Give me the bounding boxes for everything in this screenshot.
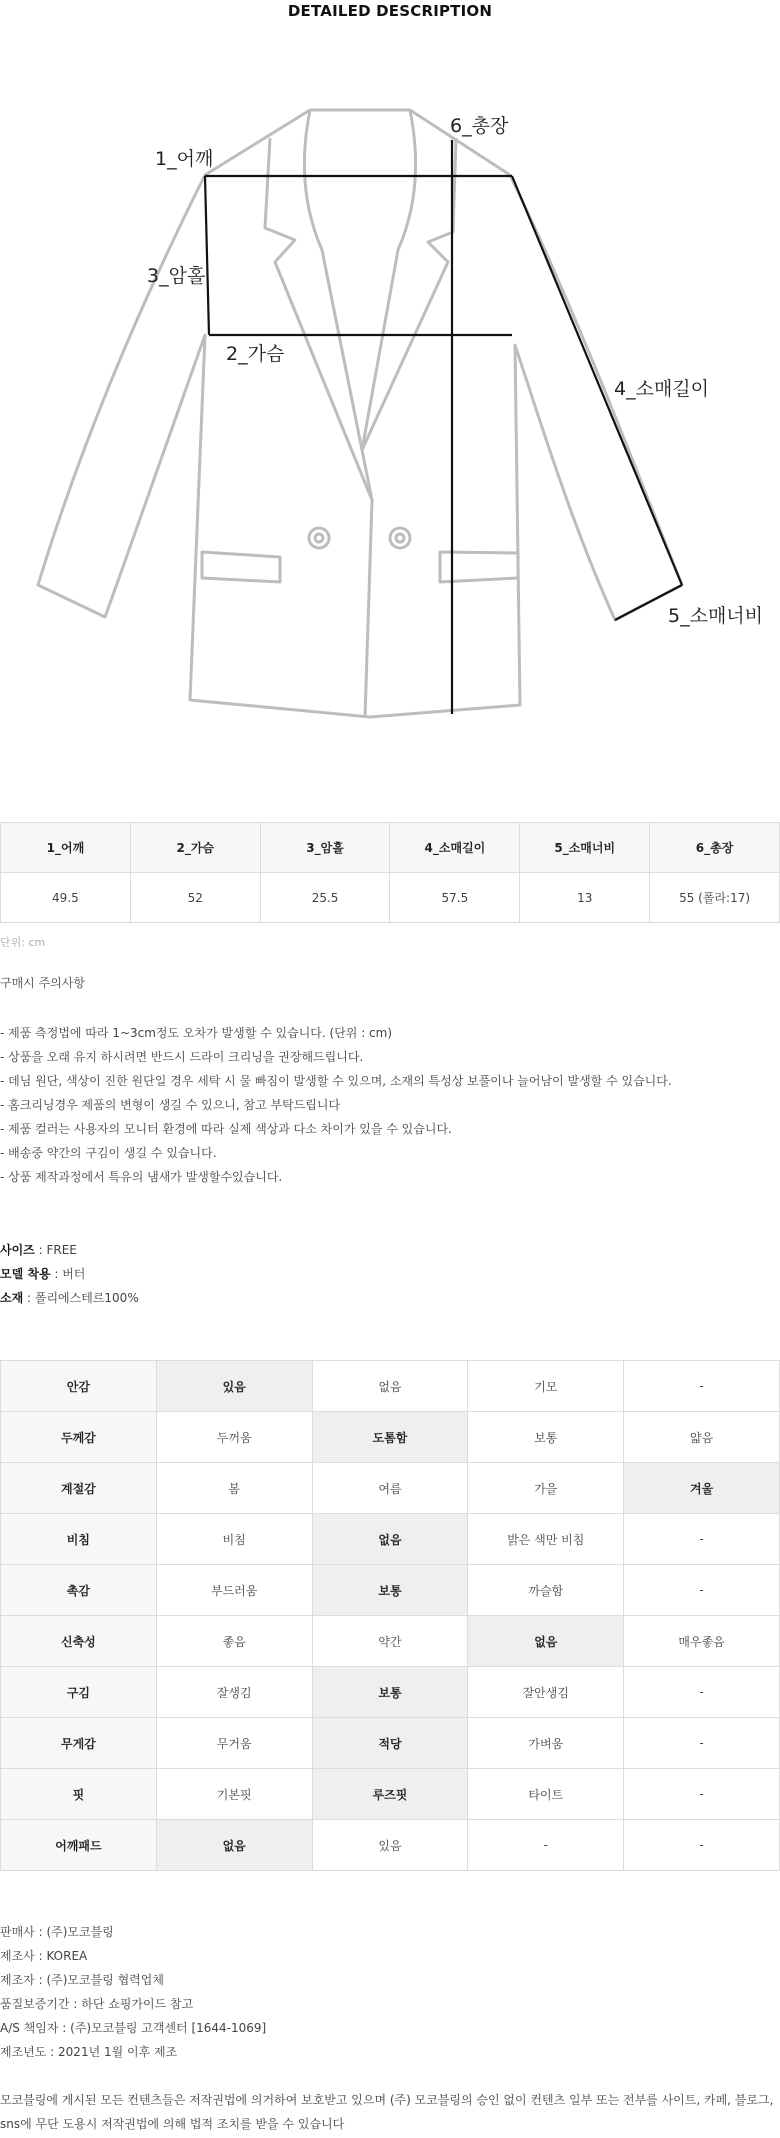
size-header-cell: 1_어깨 bbox=[1, 823, 131, 873]
attribute-name: 계절감 bbox=[1, 1463, 157, 1514]
attribute-option-selected: 없음 bbox=[156, 1820, 312, 1871]
attribute-name: 구김 bbox=[1, 1667, 157, 1718]
attribute-option: - bbox=[624, 1667, 780, 1718]
label-armhole: 3_암홀 bbox=[147, 265, 206, 287]
page-title: DETAILED DESCRIPTION bbox=[287, 2, 493, 20]
jacket-measurement-diagram bbox=[0, 60, 780, 800]
spec-model-value: : 버터 bbox=[50, 1267, 86, 1281]
attribute-option: 여름 bbox=[312, 1463, 468, 1514]
attribute-option-selected: 보통 bbox=[312, 1565, 468, 1616]
spec-model bbox=[0, 1265, 85, 1282]
caution-note: - 제품 측정법에 따라 1~3cm정도 오차가 발생할 수 있습니다. (단위 : cm) bbox=[0, 1026, 393, 1040]
size-value-cell: 57.5 bbox=[390, 873, 520, 923]
attribute-name: 안감 bbox=[1, 1361, 157, 1412]
attribute-option: - bbox=[468, 1820, 624, 1871]
measurement-lines bbox=[205, 140, 682, 714]
spec-material bbox=[0, 1289, 139, 1306]
info-line: 판매사 : (주)모코블링 bbox=[0, 1925, 114, 1939]
label-sleeve-length: 4_소매길이 bbox=[614, 378, 710, 400]
attribute-option-selected: 없음 bbox=[468, 1616, 624, 1667]
size-value-cell: 55 (폴라:17) bbox=[650, 873, 780, 923]
attribute-name: 두께감 bbox=[1, 1412, 157, 1463]
attribute-row bbox=[1, 1718, 780, 1769]
attribute-row bbox=[1, 1820, 780, 1871]
attribute-option: 얇음 bbox=[624, 1412, 780, 1463]
attribute-option: 기모 bbox=[468, 1361, 624, 1412]
size-header-cell: 4_소매길이 bbox=[390, 823, 520, 873]
spec-size-value: : FREE bbox=[34, 1243, 77, 1257]
attribute-option: - bbox=[624, 1514, 780, 1565]
jacket-outline bbox=[38, 110, 682, 717]
size-value-cell: 49.5 bbox=[1, 873, 131, 923]
attribute-row bbox=[1, 1769, 780, 1820]
attribute-row bbox=[1, 1361, 780, 1412]
size-table-header-row bbox=[1, 823, 780, 873]
attribute-option: - bbox=[624, 1820, 780, 1871]
attribute-option: 기본핏 bbox=[156, 1769, 312, 1820]
size-table-value-row bbox=[1, 873, 780, 923]
attribute-option: 잘안생김 bbox=[468, 1667, 624, 1718]
attribute-name: 신축성 bbox=[1, 1616, 157, 1667]
spec-model-label: 모델 착용 bbox=[0, 1267, 51, 1281]
caution-title: 구매시 주의사항 bbox=[0, 976, 85, 990]
info-line: A/S 책임자 : (주)모코블링 고객센터 [1644-1069] bbox=[0, 2021, 267, 2035]
attribute-option-selected: 겨울 bbox=[624, 1463, 780, 1514]
attribute-table bbox=[0, 1360, 780, 1871]
size-header-cell: 2_가슴 bbox=[130, 823, 260, 873]
attribute-option: - bbox=[624, 1565, 780, 1616]
attribute-option: 밝은 색만 비침 bbox=[468, 1514, 624, 1565]
attribute-option: 매우좋음 bbox=[624, 1616, 780, 1667]
spec-material-value: : 폴리에스테르100% bbox=[23, 1291, 139, 1305]
attribute-option: 잘생김 bbox=[156, 1667, 312, 1718]
attribute-row bbox=[1, 1514, 780, 1565]
size-header-cell: 3_암홀 bbox=[260, 823, 390, 873]
spec-material-label: 소재 bbox=[0, 1291, 24, 1305]
caution-note: - 상품 제작과정에서 특유의 냄새가 발생할수있습니다. bbox=[0, 1170, 283, 1184]
attribute-name: 어깨패드 bbox=[1, 1820, 157, 1871]
label-shoulder: 1_어깨 bbox=[155, 148, 214, 170]
attribute-option: 가벼움 bbox=[468, 1718, 624, 1769]
caution-notes bbox=[0, 1021, 672, 1189]
attribute-option: 비침 bbox=[156, 1514, 312, 1565]
attribute-row bbox=[1, 1667, 780, 1718]
attribute-name: 비침 bbox=[1, 1514, 157, 1565]
info-line: 품질보증기간 : 하단 쇼핑가이드 참고 bbox=[0, 1997, 194, 2011]
attribute-option: 가을 bbox=[468, 1463, 624, 1514]
attribute-option-selected: 도톰함 bbox=[312, 1412, 468, 1463]
size-value-cell: 13 bbox=[520, 873, 650, 923]
attribute-option: - bbox=[624, 1361, 780, 1412]
attribute-option: 무거움 bbox=[156, 1718, 312, 1769]
info-line: 제조년도 : 2021년 1월 이후 제조 bbox=[0, 2045, 178, 2059]
caution-note: - 배송중 약간의 구김이 생길 수 있습니다. bbox=[0, 1146, 217, 1160]
spec-size-label: 사이즈 bbox=[0, 1243, 35, 1257]
attribute-row bbox=[1, 1616, 780, 1667]
attribute-option: 보통 bbox=[468, 1412, 624, 1463]
copyright-notice: 모코블링에 게시된 모든 컨텐츠들은 저작권법에 의거하여 보호받고 있으며 (주) 모코블링의 승인 없이 컨텐츠 일부 또는 전부를 사이트, 카페, 블로그, sns에 무단 도용시 저작권법에 의해 법적 조치를 받을 수 있습니다 bbox=[0, 2093, 774, 2131]
attribute-option: 좋음 bbox=[156, 1616, 312, 1667]
armhole-line bbox=[205, 176, 209, 335]
attribute-name: 핏 bbox=[1, 1769, 157, 1820]
attribute-option: 없음 bbox=[312, 1361, 468, 1412]
product-info bbox=[0, 1920, 266, 2064]
attribute-name: 무게감 bbox=[1, 1718, 157, 1769]
attribute-option-selected: 루즈핏 bbox=[312, 1769, 468, 1820]
label-chest: 2_가슴 bbox=[226, 343, 285, 365]
attribute-option-selected: 적당 bbox=[312, 1718, 468, 1769]
attribute-row bbox=[1, 1463, 780, 1514]
attribute-option: 두꺼움 bbox=[156, 1412, 312, 1463]
info-line: 제조자 : (주)모코블링 협력업체 bbox=[0, 1973, 164, 1987]
caution-note: - 제품 컬러는 사용자의 모니터 환경에 따라 실제 색상과 다소 차이가 있을 수 있습니다. bbox=[0, 1122, 452, 1136]
attribute-option: 부드러움 bbox=[156, 1565, 312, 1616]
caution-note: - 상품을 오래 유지 하시려면 반드시 드라이 크리닝을 권장해드립니다. bbox=[0, 1050, 364, 1064]
size-value-cell: 52 bbox=[130, 873, 260, 923]
caution-note: - 홈크리닝경우 제품의 변형이 생길 수 있으니, 참고 부탁드립니다 bbox=[0, 1098, 341, 1112]
attribute-option: 타이트 bbox=[468, 1769, 624, 1820]
label-total-length: 6_총장 bbox=[450, 115, 509, 137]
attribute-option-selected: 보통 bbox=[312, 1667, 468, 1718]
attribute-option-selected: 없음 bbox=[312, 1514, 468, 1565]
attribute-row bbox=[1, 1565, 780, 1616]
attribute-option: - bbox=[624, 1718, 780, 1769]
attribute-name: 촉감 bbox=[1, 1565, 157, 1616]
unit-label: 단위: cm bbox=[0, 936, 46, 949]
size-header-cell: 6_총장 bbox=[650, 823, 780, 873]
attribute-option: 약간 bbox=[312, 1616, 468, 1667]
attribute-option: 있음 bbox=[312, 1820, 468, 1871]
size-header-cell: 5_소매너비 bbox=[520, 823, 650, 873]
spec-size bbox=[0, 1241, 77, 1258]
attribute-option: - bbox=[624, 1769, 780, 1820]
size-table bbox=[0, 822, 780, 923]
info-line: 제조사 : KOREA bbox=[0, 1949, 88, 1963]
size-value-cell: 25.5 bbox=[260, 873, 390, 923]
attribute-row bbox=[1, 1412, 780, 1463]
attribute-option: 봄 bbox=[156, 1463, 312, 1514]
label-sleeve-width: 5_소매너비 bbox=[668, 605, 764, 627]
attribute-option-selected: 있음 bbox=[156, 1361, 312, 1412]
caution-note: - 데님 원단, 색상이 진한 원단일 경우 세탁 시 물 빠짐이 발생할 수 있으며, 소재의 특성상 보풀이나 늘어남이 발생할 수 있습니다. bbox=[0, 1074, 672, 1088]
attribute-option: 까슬함 bbox=[468, 1565, 624, 1616]
